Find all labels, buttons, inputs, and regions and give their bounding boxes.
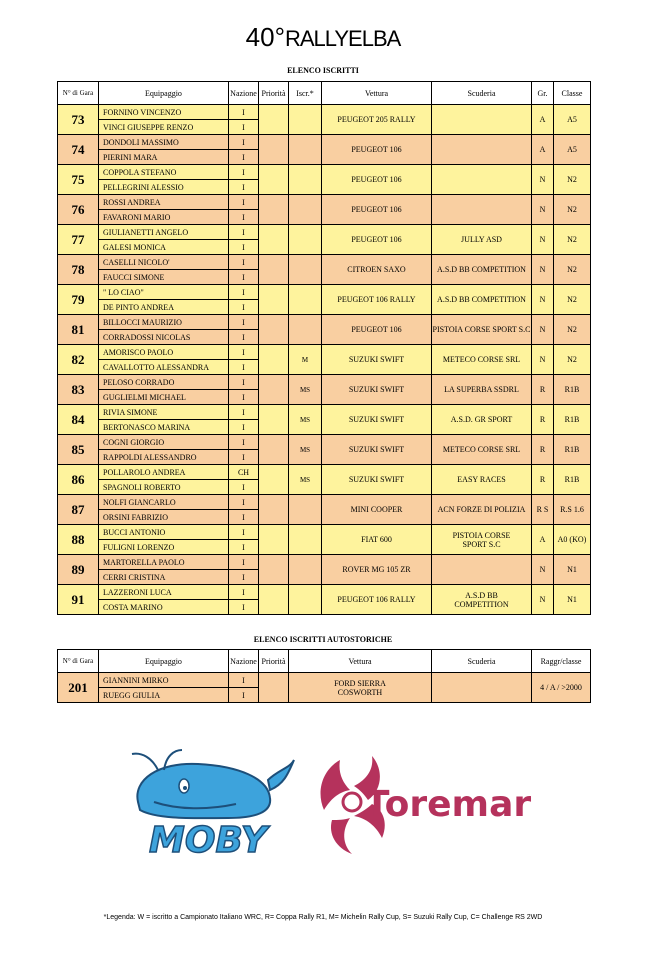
entry-codriver: RAPPOLDI ALESSANDRO (99, 450, 229, 465)
table-header-row (58, 82, 591, 105)
entry-car: PEUGEOT 106 (322, 165, 432, 195)
entry-class: R1B (554, 375, 591, 405)
entry-team: METECO CORSE SRL (432, 435, 532, 465)
historic-col-raggr: Raggr/classe (532, 650, 591, 673)
entry-group: A (532, 525, 554, 555)
entry-group: N (532, 585, 554, 615)
logo-name: RALLYELBA (284, 26, 401, 51)
historic-car: FORD SIERRA COSWORTH (289, 673, 432, 703)
entry-nation-driver: I (229, 255, 259, 270)
entry-nation-driver: I (229, 375, 259, 390)
historic-nat2: I (229, 688, 259, 703)
entry-class: A5 (554, 135, 591, 165)
entry-driver: COPPOLA STEFANO (99, 165, 229, 180)
entry-nation-codriver: I (229, 330, 259, 345)
historic-raggr: 4 / A / >2000 (532, 673, 591, 703)
entry-iscr (289, 315, 322, 345)
col-header-nation: Nazione (229, 82, 259, 105)
entry-nation-codriver: I (229, 150, 259, 165)
entry-team: PISTOIA CORSE SPORT S.C (432, 525, 532, 555)
entry-nation-driver: I (229, 495, 259, 510)
entry-iscr (289, 225, 322, 255)
col-header-class: Classe (554, 82, 591, 105)
list-title: ELENCO ISCRITTI (287, 66, 359, 75)
entry-team (432, 195, 532, 225)
entry-codriver: COSTA MARINO (99, 600, 229, 615)
entry-row (58, 345, 591, 360)
entry-class: R1B (554, 465, 591, 495)
entry-group: N (532, 315, 554, 345)
entry-priority (259, 105, 289, 135)
entry-number: 91 (58, 585, 99, 615)
entry-row (58, 285, 591, 300)
entry-nation-codriver: I (229, 240, 259, 255)
entry-iscr (289, 555, 322, 585)
entry-codriver: PIERINI MARA (99, 150, 229, 165)
entry-priority (259, 495, 289, 525)
entry-group: N (532, 195, 554, 225)
entry-class: N2 (554, 255, 591, 285)
entry-group: R (532, 375, 554, 405)
entry-nation-codriver: I (229, 270, 259, 285)
entry-driver: NOLFI GIANCARLO (99, 495, 229, 510)
entry-codriver: FAVARONI MARIO (99, 210, 229, 225)
entry-car: PEUGEOT 205 RALLY (322, 105, 432, 135)
entry-driver: DONDOLI MASSIMO (99, 135, 229, 150)
entry-row (58, 585, 591, 600)
entry-class: R.S 1.6 (554, 495, 591, 525)
historic-codriver: RUEGG GIULIA (99, 688, 229, 703)
entry-driver: GIULIANETTI ANGELO (99, 225, 229, 240)
entry-nation-codriver: I (229, 390, 259, 405)
entry-class: A0 (KO) (554, 525, 591, 555)
entry-driver: CASELLI NICOLO' (99, 255, 229, 270)
entry-nation-driver: I (229, 585, 259, 600)
entry-row (58, 495, 591, 510)
toremar-logo (302, 740, 532, 860)
entry-codriver: PELLEGRINI ALESSIO (99, 180, 229, 195)
entry-group: A (532, 105, 554, 135)
entry-iscr: MS (289, 405, 322, 435)
entry-row (58, 555, 591, 570)
historic-table (57, 649, 591, 703)
entry-iscr (289, 165, 322, 195)
entry-team: PISTOIA CORSE SPORT S.C (432, 315, 532, 345)
entry-nation-codriver: I (229, 210, 259, 225)
entry-priority (259, 315, 289, 345)
col-header-team: Scuderia (432, 82, 532, 105)
entry-car: FIAT 600 (322, 525, 432, 555)
col-header-car: Vettura (322, 82, 432, 105)
entry-class: N2 (554, 315, 591, 345)
entry-number: 73 (58, 105, 99, 135)
entry-car: ROVER MG 105 ZR (322, 555, 432, 585)
entry-priority (259, 585, 289, 615)
entry-row (58, 465, 591, 480)
moby-wordmark: MOBY (149, 820, 267, 860)
entry-priority (259, 135, 289, 165)
entry-codriver: GUGLIELMI MICHAEL (99, 390, 229, 405)
entry-iscr (289, 135, 322, 165)
entry-team: ACN FORZE DI POLIZIA (432, 495, 532, 525)
entry-class: N2 (554, 165, 591, 195)
col-header-iscr: Iscr.* (289, 82, 322, 105)
historic-header-row (58, 650, 591, 673)
entry-codriver: FAUCCI SIMONE (99, 270, 229, 285)
entry-class: N1 (554, 555, 591, 585)
entry-class: N1 (554, 585, 591, 615)
historic-col-car: Vettura (289, 650, 432, 673)
entry-codriver: ORSINI FABRIZIO (99, 510, 229, 525)
entry-team (432, 165, 532, 195)
historic-nat1: I (229, 673, 259, 688)
entry-nation-driver: I (229, 345, 259, 360)
entry-number: 75 (58, 165, 99, 195)
entry-iscr (289, 285, 322, 315)
entry-class: N2 (554, 345, 591, 375)
entry-priority (259, 435, 289, 465)
entry-number: 88 (58, 525, 99, 555)
entry-team: A.S.D BB COMPETITION (432, 285, 532, 315)
entry-team: A.S.D. GR SPORT (432, 405, 532, 435)
entry-driver: COGNI GIORGIO (99, 435, 229, 450)
entry-car: SUZUKI SWIFT (322, 465, 432, 495)
entry-priority (259, 225, 289, 255)
entry-nation-codriver: I (229, 120, 259, 135)
entry-number: 82 (58, 345, 99, 375)
entry-iscr (289, 255, 322, 285)
entry-nation-driver: CH (229, 465, 259, 480)
entry-priority (259, 375, 289, 405)
entry-nation-codriver: I (229, 360, 259, 375)
entry-driver: PELOSO CORRADO (99, 375, 229, 390)
entry-codriver: FULIGNI LORENZO (99, 540, 229, 555)
entry-number: 87 (58, 495, 99, 525)
entry-row (58, 255, 591, 270)
entry-row (58, 315, 591, 330)
entry-nation-driver: I (229, 105, 259, 120)
entry-car: SUZUKI SWIFT (322, 435, 432, 465)
entry-group: N (532, 555, 554, 585)
entry-driver: ROSSI ANDREA (99, 195, 229, 210)
entry-codriver: SPAGNOLI ROBERTO (99, 480, 229, 495)
entry-number: 81 (58, 315, 99, 345)
entry-nation-driver: I (229, 285, 259, 300)
historic-num: 201 (58, 673, 99, 703)
entry-nation-driver: I (229, 435, 259, 450)
entry-driver: MARTORELLA PAOLO (99, 555, 229, 570)
entry-class: N2 (554, 285, 591, 315)
entry-nation-driver: I (229, 225, 259, 240)
entry-nation-codriver: I (229, 420, 259, 435)
historic-team (432, 673, 532, 703)
entry-car: CITROEN SAXO (322, 255, 432, 285)
entry-group: N (532, 165, 554, 195)
entry-car: SUZUKI SWIFT (322, 405, 432, 435)
entry-team: METECO CORSE SRL (432, 345, 532, 375)
entry-row (58, 105, 591, 120)
historic-driver: GIANNINI MIRKO (99, 673, 229, 688)
entry-team (432, 105, 532, 135)
entry-number: 85 (58, 435, 99, 465)
entry-driver: LAZZERONI LUCA (99, 585, 229, 600)
entry-class: N2 (554, 225, 591, 255)
entry-class: A5 (554, 105, 591, 135)
entry-group: R (532, 405, 554, 435)
entry-priority (259, 255, 289, 285)
entry-car: MINI COOPER (322, 495, 432, 525)
entry-class: R1B (554, 435, 591, 465)
entry-row (58, 435, 591, 450)
historic-col-priority: Priorità (259, 650, 289, 673)
entry-iscr (289, 495, 322, 525)
col-header-priority: Priorità (259, 82, 289, 105)
entry-team (432, 555, 532, 585)
entry-nation-driver: I (229, 165, 259, 180)
entry-codriver: GALESI MONICA (99, 240, 229, 255)
entry-driver: AMORISCO PAOLO (99, 345, 229, 360)
entry-priority (259, 525, 289, 555)
entry-team (432, 135, 532, 165)
historic-col-team: Scuderia (432, 650, 532, 673)
entry-nation-codriver: I (229, 180, 259, 195)
entry-number: 86 (58, 465, 99, 495)
entry-number: 89 (58, 555, 99, 585)
entry-group: N (532, 285, 554, 315)
entry-nation-codriver: I (229, 450, 259, 465)
entry-codriver: DE PINTO ANDREA (99, 300, 229, 315)
entry-nation-codriver: I (229, 300, 259, 315)
moby-logo (118, 740, 298, 860)
entry-iscr: MS (289, 375, 322, 405)
entry-car: PEUGEOT 106 (322, 315, 432, 345)
entry-number: 78 (58, 255, 99, 285)
entry-nation-codriver: I (229, 510, 259, 525)
historic-row (58, 673, 591, 688)
entry-row (58, 135, 591, 150)
entry-number: 74 (58, 135, 99, 165)
entry-driver: RIVIA SIMONE (99, 405, 229, 420)
entry-group: R S (532, 495, 554, 525)
toremar-wordmark: Toremar (364, 784, 532, 825)
entry-number: 84 (58, 405, 99, 435)
entry-nation-driver: I (229, 555, 259, 570)
historic-priority (259, 673, 289, 703)
entry-row (58, 525, 591, 540)
rally-logo (0, 22, 646, 53)
entry-row (58, 405, 591, 420)
entry-nation-driver: I (229, 315, 259, 330)
entry-nation-codriver: I (229, 600, 259, 615)
col-header-group: Gr. (532, 82, 554, 105)
entry-class: N2 (554, 195, 591, 225)
entry-team: A.S.D BB COMPETITION (432, 255, 532, 285)
entry-car: PEUGEOT 106 RALLY (322, 285, 432, 315)
entry-priority (259, 405, 289, 435)
logo-number: 40° (245, 22, 285, 52)
entry-driver: " LO CIAO" (99, 285, 229, 300)
entry-car: PEUGEOT 106 (322, 135, 432, 165)
entry-car: SUZUKI SWIFT (322, 375, 432, 405)
entry-priority (259, 555, 289, 585)
entry-codriver: VINCI GIUSEPPE RENZO (99, 120, 229, 135)
entry-team: EASY RACES (432, 465, 532, 495)
entry-nation-driver: I (229, 195, 259, 210)
entry-class: R1B (554, 405, 591, 435)
entry-codriver: CERRI CRISTINA (99, 570, 229, 585)
entry-priority (259, 285, 289, 315)
entry-nation-codriver: I (229, 540, 259, 555)
entry-group: N (532, 225, 554, 255)
entry-nation-driver: I (229, 405, 259, 420)
entry-group: N (532, 345, 554, 375)
entry-driver: BILLOCCI MAURIZIO (99, 315, 229, 330)
entry-group: R (532, 465, 554, 495)
historic-col-num: N° di Gara (58, 650, 99, 673)
entry-iscr (289, 525, 322, 555)
entry-iscr (289, 105, 322, 135)
entry-number: 83 (58, 375, 99, 405)
entry-driver: POLLAROLO ANDREA (99, 465, 229, 480)
entry-group: N (532, 255, 554, 285)
entry-team: JULLY ASD (432, 225, 532, 255)
entry-nation-codriver: I (229, 570, 259, 585)
entry-group: R (532, 435, 554, 465)
col-header-crew: Equipaggio (99, 82, 229, 105)
entry-iscr: MS (289, 435, 322, 465)
entry-iscr: M (289, 345, 322, 375)
entry-codriver: CORRADOSSI NICOLAS (99, 330, 229, 345)
entry-codriver: BERTONASCO MARINA (99, 420, 229, 435)
entry-number: 77 (58, 225, 99, 255)
entry-priority (259, 165, 289, 195)
entry-nation-driver: I (229, 135, 259, 150)
entry-row (58, 195, 591, 210)
entry-codriver: CAVALLOTTO ALESSANDRA (99, 360, 229, 375)
entry-car: PEUGEOT 106 (322, 195, 432, 225)
entry-priority (259, 345, 289, 375)
entry-nation-codriver: I (229, 480, 259, 495)
entry-row (58, 225, 591, 240)
entry-list-table (57, 81, 591, 615)
entry-driver: FORNINO VINCENZO (99, 105, 229, 120)
historic-col-crew: Equipaggio (99, 650, 229, 673)
entry-car: PEUGEOT 106 RALLY (322, 585, 432, 615)
entry-row (58, 165, 591, 180)
entry-driver: BUCCI ANTONIO (99, 525, 229, 540)
entry-priority (259, 195, 289, 225)
entry-priority (259, 465, 289, 495)
entry-number: 79 (58, 285, 99, 315)
entry-iscr: MS (289, 465, 322, 495)
historic-title: ELENCO ISCRITTI AUTOSTORICHE (253, 635, 393, 644)
historic-col-nation: Nazione (229, 650, 259, 673)
entry-car: PEUGEOT 106 (322, 225, 432, 255)
entry-nation-driver: I (229, 525, 259, 540)
entry-team: LA SUPERBA SSDRL (432, 375, 532, 405)
entry-group: A (532, 135, 554, 165)
entry-team: A.S.D BB COMPETITION (432, 585, 532, 615)
entry-row (58, 375, 591, 390)
legend-note: *Legenda: W = iscritto a Campionato Italiano WRC, R= Coppa Rally R1, M= Michelin Rally Cup, S= Suzuki Rally Cup, C= Challenge RS 2WD (103, 914, 543, 921)
entry-number: 76 (58, 195, 99, 225)
entry-iscr (289, 195, 322, 225)
entry-car: SUZUKI SWIFT (322, 345, 432, 375)
col-header-num: N° di Gara (58, 82, 99, 105)
entry-iscr (289, 585, 322, 615)
